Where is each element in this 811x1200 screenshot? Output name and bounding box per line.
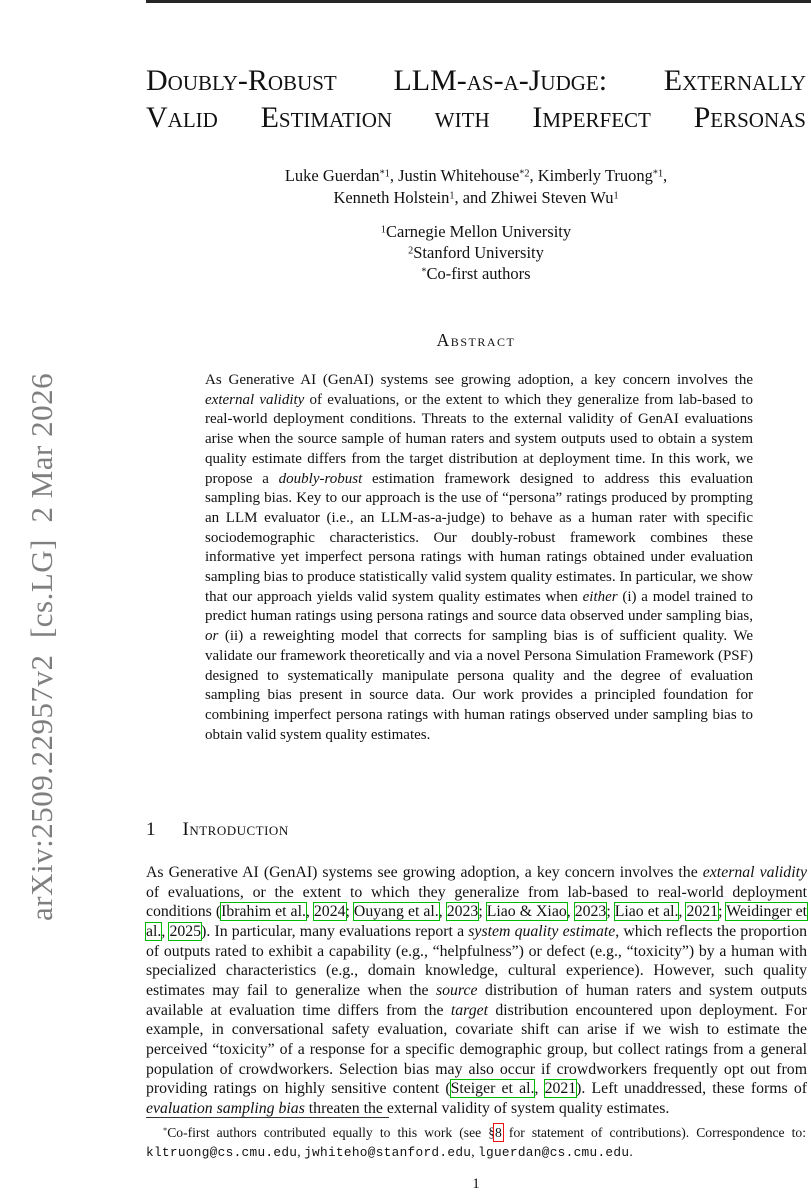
section-ref-link[interactable]: 8 [495, 1125, 502, 1140]
citation-link[interactable]: Steiger et al. [450, 1080, 535, 1098]
superscript-text: *2 [519, 168, 530, 180]
author-line1: Luke Guerdan$^{*1}$, Justin Whitehouse$^{*2}$, Kimberly Truong$^{*1}$, [284, 166, 668, 185]
italic-text: external validity [205, 391, 305, 408]
citation-link[interactable]: 2023 [574, 903, 607, 921]
paper-title-line2: Valid Estimation with Imperfect Personas [146, 101, 806, 134]
superscript-text: 1 [449, 190, 455, 202]
section-title: Introduction [182, 819, 289, 840]
page-number: 1 [472, 1176, 480, 1192]
superscript-text: * [163, 1125, 168, 1136]
superscript-text: *1 [652, 168, 664, 180]
section-number: 1 [146, 819, 156, 840]
superscript-text: 2 [408, 245, 414, 257]
citation-link[interactable]: 2025 [169, 922, 202, 940]
affiliation-block [146, 221, 806, 284]
citation-link[interactable]: Ouyang et al. [353, 903, 439, 921]
footnote-rule [146, 1117, 389, 1118]
section-heading-introduction [146, 819, 806, 841]
paper-title-line1: Doubly-Robust LLM-as-a-Judge: Externally [146, 64, 806, 97]
italic-text: evaluation sampling bias [146, 1099, 305, 1117]
citation-link[interactable]: 2023 [446, 903, 479, 921]
paper-title [146, 62, 806, 136]
citation-link[interactable]: Ibrahim et al. [221, 903, 306, 921]
arxiv-watermark: arXiv:2509.22957v2 [cs.LG] 2 Mar 2026 [24, 372, 59, 921]
email-text: lguerdan@cs.cmu.edu [478, 1144, 630, 1160]
citation-link[interactable]: 2021 [686, 903, 719, 921]
affiliation-cofirst-note: *Co-first authors [421, 264, 531, 283]
email-text: jwhiteho@stanford.edu [304, 1144, 472, 1160]
superscript-text: 1 [380, 224, 386, 236]
author-block [146, 165, 806, 209]
footnote-block [146, 1117, 806, 1162]
superscript-text: 1 [613, 190, 619, 202]
italic-text: source [435, 981, 478, 999]
italic-text: either [582, 588, 618, 605]
superscript-text: * [421, 266, 427, 278]
superscript-text: *1 [379, 168, 390, 180]
italic-text: system quality estimate [468, 922, 616, 940]
citation-link[interactable]: 2024 [313, 903, 346, 921]
introduction-text: As Generative AI (GenAI) systems see growing adoption, a key concern involves the external validity of evaluations, or the extent to which they generalize from lab-based to real-world deployment conditions (Ibrahim et al., 2024; Ouyang et al., 2023; Liao & Xiao, 2023; Liao et al., 2021; Weidinger et al., 2025). In particular, many evaluations report a system quality estimate, which reflects the proportion of outputs rated to exhibit a capability (e.g., “helpfulness”) or defect (e.g., “toxicity”) by a human with specialized characteristics (e.g., domain knowledge, cultural experience). However, such quality estimates may fail to generalize when the source distribution of human raters and system outputs available at evaluation time differs from the target distribution encountered upon deployment. For example, in conversational safety evaluation, covariate shift can arise if we wish to estimate the perceived “toxicity” of a response for a specific demographic group, but collect ratings from a general population of crowdworkers. Selection bias may also occur if crowdworkers frequently opt out from providing ratings on highly sensitive content (Steiger et al., 2021). Left unaddressed, these forms of evaluation sampling bias threaten the external validity of system quality estimates. [146, 864, 808, 1117]
abstract-heading: Abstract [436, 330, 516, 350]
italic-text: external validity [702, 864, 807, 881]
citation-link[interactable]: 2021 [544, 1080, 577, 1098]
affiliation-carnegie-mellon: $^1$Carnegie Mellon University [380, 222, 572, 241]
italic-text: target [450, 1001, 489, 1019]
abstract-text: As Generative AI (GenAI) systems see growing adoption, a key concern involves the external validity of evaluations, or the extent to which they generalize from lab-based to real-world deployment conditions. Threats to the external validity of GenAI evaluations arise when the source sample of human raters and system outputs used to obtain a system quality estimate differs from the target distribution at deployment time. In this work, we propose a doubly-robust estimation framework designed to address this evaluation sampling bias. Key to our approach is the use of “persona” ratings produced by prompting an LLM evaluator (i.e., an LLM-as-a-judge) to behave as a human rater with specific sociodemographic characteristics. Our doubly-robust framework combines these informative yet imperfect persona ratings with human ratings obtained under evaluation sampling bias to produce statistically valid system quality estimates. In particular, we show that our approach yields valid system quality estimates when either (i) a model trained to predict human ratings using persona ratings and source data observed under sampling bias, or (ii) a reweighting model that corrects for sampling bias is of sufficient quality. We validate our framework theoretically and via a novel Persona Simulation Framework (PSF) designed to systematically manipulate persona quality and the degree of evaluation sampling bias present in source data. Our work provides a principled foundation for combining imperfect persona ratings with human ratings observed under sampling bias to obtain valid system quality estimates. [205, 372, 753, 743]
italic-text: doubly-robust [278, 470, 363, 487]
footnote-text: *Co-first authors contributed equally to this work (see §8 for statement of contributions). Correspondence to: kltruong@cs.cmu.edu, jwhiteho@stanford.edu, lguerdan@cs.cmu.edu. [146, 1125, 806, 1160]
italic-text: or [205, 628, 219, 645]
email-text: kltruong@cs.cmu.edu [146, 1144, 298, 1160]
citation-link[interactable]: Liao et al. [614, 903, 679, 921]
citation-link[interactable]: Weidinger et al. [146, 903, 808, 940]
citation-link[interactable]: Liao & Xiao [486, 903, 567, 921]
affiliation-stanford: $^2$Stanford University [408, 243, 544, 262]
author-line2: Kenneth Holstein$^1$, and Zhiwei Steven Wu$^1$ [333, 188, 619, 207]
top-border-rule [146, 0, 811, 3]
